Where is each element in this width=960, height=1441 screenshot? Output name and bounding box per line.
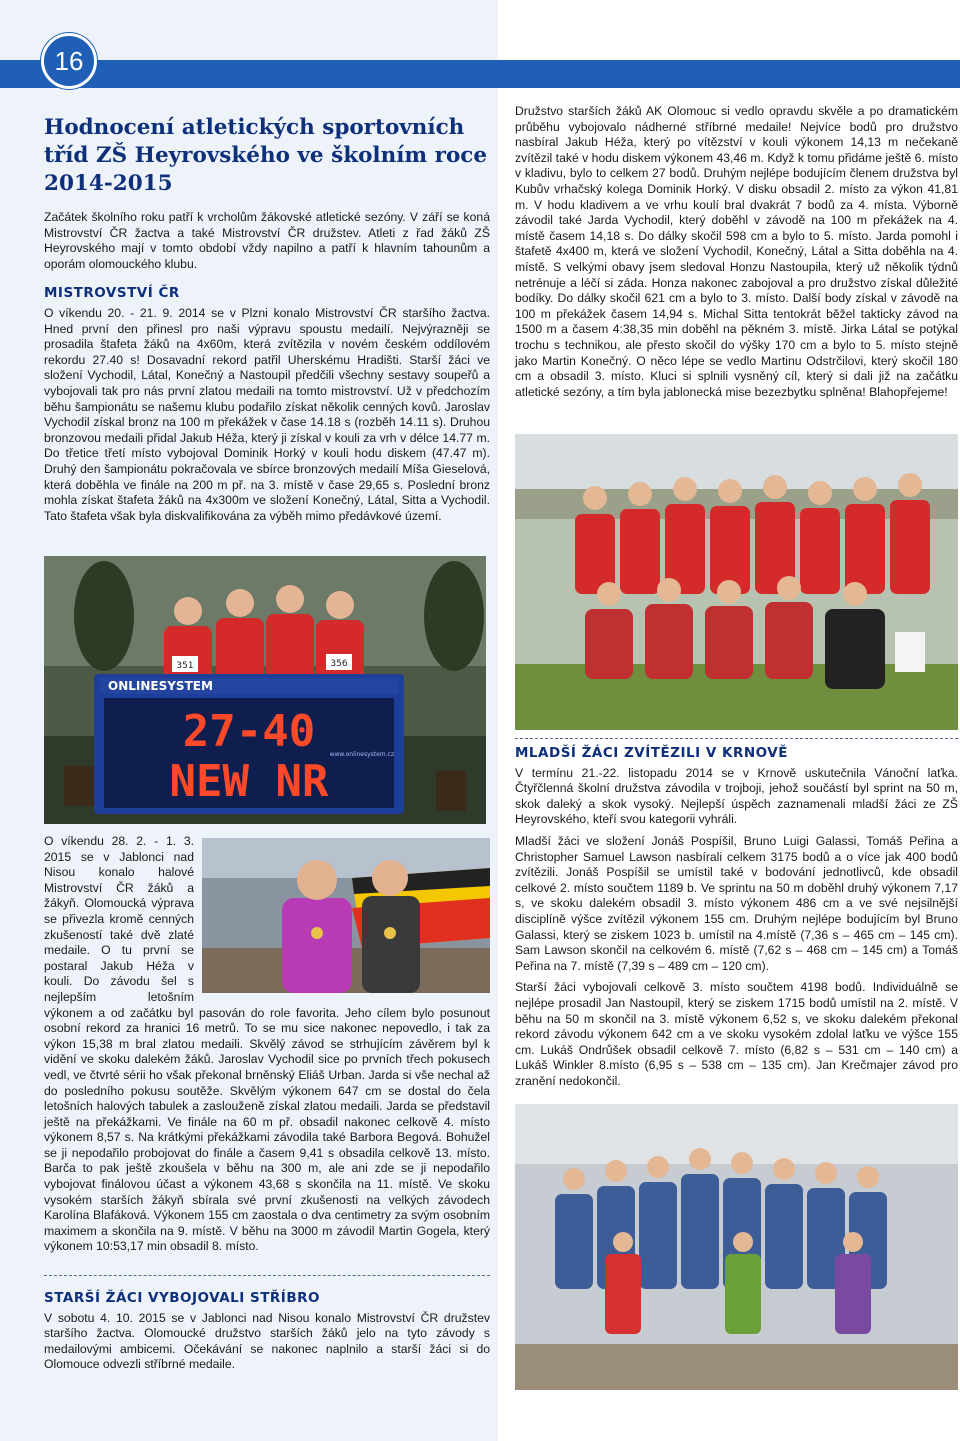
intro-paragraph: Začátek školního roku patří k vrcholům žákovské atletické sezóny. V září se koná Mistrovství ČR žactva a také Mistrovství ČR družstev. Atleti z řad žáků ZŠ Heyrovského mají v tomto období vždy napilno a patří k hlavním tahounům a oporám olomouckého klubu.: [44, 210, 490, 271]
left-column-bottom: [44, 1283, 490, 1379]
medalists-photo: [202, 838, 490, 993]
scoreboard-url: www.onlinesystem.cz: [329, 751, 394, 758]
page-number: 16: [41, 33, 97, 89]
bib-356: 356: [330, 659, 348, 669]
krnov-mladsi-paragraph: Mladší žáci ve složení Jonáš Pospíšil, Bruno Luigi Galassi, Tomáš Peřina a Christopher Samuel Lawson nasbírali celkem 3175 bodů a o více jak 400 bodů zvítězili. Jonáš Pospíšil se umístil také v bodování jednotlivců, kde obsadil celkové 2. místo součtem 1189 b. Ve sprintu na 50 m doběhl druhý výkonem 7,17 s, ve skoku dalekém obsadil 3. místo výkonem 486 cm a ve své nejsilnější disciplíně výšce zvítězil výkonem 155 cm. Druhým nejlépe bodujícím byl Bruno Galassi, který se ziskem 1023 b. umístil na 4.místě (7,36 s – 465 cm – 145 cm). Sam Lawson skončil na celkovém 6. místě (7,62 s – 468 cm – 145 cm) a Tomáš Peřina na 7. místě (7,39 s – 489 cm – 120 cm).: [515, 833, 958, 973]
left-column-halove: [44, 834, 490, 1261]
starsi-zaci-paragraph: V sobotu 4. 10. 2015 se v Jablonci nad Nisou konalo Mistrovství ČR družstev staršího žactva. Olomoucké družstvo starších žáků jelo na tyto závody s medailovými ambicemi. Očekávání se nakonec naplnilo a starší žáci si do Olomouce odvezli stříbrné medaile.: [44, 1310, 490, 1372]
divider-left: [44, 1275, 490, 1276]
scoreboard-time: 27-40: [182, 706, 316, 757]
right-column-krnov: [515, 744, 958, 1095]
bib-351: 351: [176, 661, 194, 671]
right-column-top: [515, 104, 958, 406]
halove-paragraph: O víkendu 28. 2. - 1. 3. 2015 se v Jablonci nad Nisou konalo halové Mistrovství ČR žáků a žákyň. Olomoucká výprava se přivezla kromě cenných zkušeností také dvě zlaté medaile. O tu první se postaral Jakub Héža v kouli. Do závodu šel s nejlepším letošním výkonem a od začátku byl pasován do role favorita. Jeho cílem bylo posunout osobní rekord za hranici 16 metrů. To se mu sice nakonec nepovedlo, i tak za výkon 15,38 m bral zlatou medaili. Skvělý závod se strhujícím závěrem byl k vidění ve skoku dalekém žáků. Jaroslav Vychodil sice po prvních třech pokusech vedl, ve čtvrté sérii ho však překonal brněnský Eliáš Urban. Jarda si vše nechal až do posledního pokusu soutěže. Skvělým výkonem 647 cm se dostal do čela letošních halových tabulek a zaslouženě získal zlatou medaili. Jarda se představil ještě na překážkami. Ve finále na 60 m př. obsadil nakonec celkově 4. místo výkonem 8,57 s. Na krátkými překážkami závodila také Barbora Begová. Bohužel se ji nepodařilo probojovat do finále a časem 9,41 s obsadila celkově 13. místo. Barča to pak ještě zkoušela v běhu na 300 m, ale ani zde se ji nepodařilo vybojovat finálovou účast a výkonem 43,68 s skončila na 11. místě. Ve skoku vysokém starších žákyň sbírala své první zkušenosti na velkých závodech Karolína Blafáková. Výkonem 155 cm zaostala o dva centimetry za svým osobním maximem a skončila na 9. místě. V běhu na 3000 m závodil Martin Gogela, který výkonem 10:53,17 min obsadil 8. místo.: [44, 834, 490, 1254]
team-silver-photo: [515, 434, 958, 730]
section-heading-mistrovstvi: MISTROVSTVÍ ČR: [44, 285, 180, 302]
divider-right: [515, 738, 958, 739]
section-heading-starsi-zaci: STARŠÍ ŽÁCI VYBOJOVALI STŘÍBRO: [44, 1290, 320, 1306]
article-title: Hodnocení atletických sportovních tříd ZŠ Heyrovského ve školním roce 2014-2015: [44, 115, 488, 196]
section-heading-mladsi-zaci: MLADŠÍ ŽÁCI ZVÍTĚZILI V KRNOVĚ: [515, 745, 788, 761]
krnov-starsi-paragraph: Starší žáci vybojovali celkově 3. místo součtem 4198 bodů. Individuálně se nejlépe prosadil Jan Nastoupil, který se ziskem 1715 bodů umístil na 2. místě. V běhu na 50 m skončil na 3. místě výkonem 6,52 s, ve skoku dalekém překonal rekord závodu výkonem 642 cm a ve skoku vysokém zdolal laťku ve výšce 155 cm. Lukáš Ondrůšek obsadil celkově 7. místo (6,82 s – 531 cm – 140 cm) a Lukáš Winkler 8.místo (6,95 s – 538 cm – 135 cm). Jan Krečmajer závod pro zranění nedokončil.: [515, 980, 958, 1088]
relay-scoreboard-photo: [44, 556, 486, 824]
header-bar: [0, 60, 960, 88]
krnov-team-photo: [515, 1104, 958, 1390]
krnov-intro-paragraph: V termínu 21.-22. listopadu 2014 se v Krnově uskutečnila Vánoční laťka. Čtyřčlenná školní družstva závodila v trojboji, jehož součástí byl sprint na 50 m, skok daleký a skok vysoký. Nejlepší úspěch zaznamenali mladší žáci ze ZŠ Heyrovského, kteří svou kategorii vyhráli.: [515, 765, 958, 827]
scoreboard-brand: ONLINESYSTEM: [108, 679, 213, 693]
scoreboard-record: NEW NR: [169, 756, 329, 807]
druzstvo-paragraph: Družstvo starších žáků AK Olomouc si vedlo opravdu skvěle a po dramatickém průběhu vybojovalo nádherné stříbrné medaile! Nejvíce bodů pro družstvo nasbíral Jakub Héža, který po vítězství v kouli výkonem 14,13 m nečekaně zvítězil také v hodu diskem výkonem 43,46 m. Když k tomu přidáme ještě 6. místo v kladivu, bylo to celkem 27 bodů. Druhým nejlépe bodujícím členem družstva byl Kubův vrhačský kolega Dominik Horký. V disku obsadil 2. místo za výkon 41,81 m. V hodu kladivem a ve vrhu koulí bral dvakrát 7 bodů za 4. místa. Výborně závodil také Jarda Vychodil, který doběhl v závodě na 100 m překážek na 4. místě časem 14,18 s. Do dálky skočil 598 cm a bylo to 5. místo. Jarda pomohl i štafetě 4x400 m, která ve složení Vychodil, Konečný, Látal a Sitta doběhla na 4. místě. S velkými obavy jsem sledoval Honzu Nastoupila, který už několik týdnů netrénuje a léčí si záda. Honza nakonec zabojoval a pro družstvo získal důležité bodíky. Do dálky skočil 621 cm a bylo to 3. místo. Další body získal v závodě na 100 m překážek časem 14,94 s. Michal Sitta tentokrát běžel takticky závod na 1500 m a časem 4:38,35 min doběhl na pěkném 3. místě. Jirka Látal se potýkal trochu s technikou, ale přesto skočil do výšky 170 cm a bylo to 5. místo stejně jako Martin Konečný. O něco lépe se vedlo Martinu Odstrčilovi, který skočil 180 cm a obsadil 3. místo. Kluci si splnili vysněný cíl, který si dali již na začátku atletické sezóny, a tím byla jablonecká mise bezezbytku splněna! Blahopřejeme!: [515, 104, 958, 399]
mistrovstvi-paragraph: O víkendu 20. - 21. 9. 2014 se v Plzni konalo Mistrovství ČR staršího žactva. Hned první den přinesl pro naši výpravu spoustu medailí. Nejvýrazněji se prosadila štafeta žáků na 4x60m, která zvítězila v novém českém oddílovém rekordu 27.40 s! Dosavadní rekord patřil Uherskému Hradišti. Starší žáci ve složení Vychodil, Látal, Konečný a Nastoupil předčili všechny sestavy soupeřů a vybojovali tak pro nás první zlatou medaili na tomto mistrovství. Už v předchozím běhu šampionátu se našemu klubu podařilo získat několik cenných kovů. Jaroslav Vychodil získal bronz na 100 m překážek v čase 14.18 s (rozběh 14.11 s). Druhou bronzovou medaili přidal Jakub Héža, který ji získal v kouli za vrh v délce 14.77 m. Do třetice třetí místo vybojoval Dominik Horký v kouli hodu diskem (47.47 m). Druhý den šampionátu pokračovala ve sbírce bronzových medailí Míša Gieselová, která doběhla ve finále na 200 m př. na 3. místě v čase 29,65 s. Poslední bronz mohla získat štafeta žáků na 4x300m ve složení Konečný, Látal, Sitta a Vychodil. Tato štafeta však byla diskvalifikována za výběh mimo předávkové území.: [44, 305, 490, 523]
left-column-top: [44, 210, 490, 530]
